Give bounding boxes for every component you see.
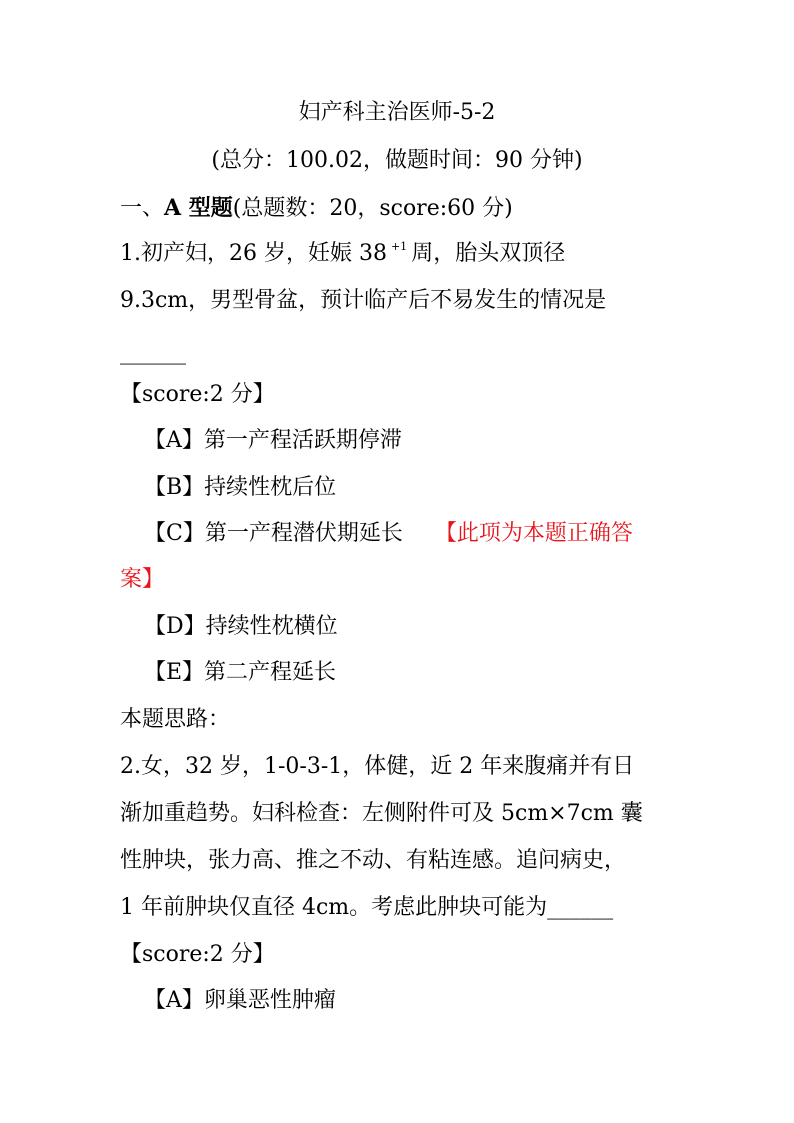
question-1-superscript: +1 xyxy=(390,240,408,253)
question-1-option-b: 【B】持续性枕后位 xyxy=(144,475,337,500)
question-2-stem-line-1: 2.女，32 岁，1-0-3-1，体健，近 2 年来腹痛并有日 xyxy=(120,754,635,779)
question-1-option-c xyxy=(144,519,633,549)
section-meta: (总题数：20，score:60 分) xyxy=(232,196,513,221)
page-title: 妇产科主治医师-5-2 xyxy=(298,100,496,125)
question-1-option-e: 【E】第二产程延长 xyxy=(144,660,337,685)
correct-answer-mark-continued: 案】 xyxy=(120,567,165,592)
section-prefix: 一、 xyxy=(120,196,165,221)
question-1-score: 【score:2 分】 xyxy=(120,382,275,407)
question-1-option-a: 【A】第一产程活跃期停滞 xyxy=(144,428,402,453)
question-2-stem-line-2: 渐加重趋势。妇科检查：左侧附件可及 5cm×7cm 囊 xyxy=(120,801,643,826)
question-1-option-d: 【D】持续性枕横位 xyxy=(144,614,338,639)
question-1-stem-text-b: 周，胎头双顶径 xyxy=(411,241,566,266)
question-1-option-c-text: 【C】第一产程潜伏期延长 xyxy=(144,521,403,546)
question-1-stem-text-a: 1.初产妇，26 岁，妊娠 38 xyxy=(120,241,387,266)
page-subtitle: (总分：100.02，做题时间：90 分钟) xyxy=(211,148,583,173)
section-heading xyxy=(120,193,513,223)
question-1-stem-line-2: 9.3cm，男型骨盆，预计临产后不易发生的情况是 xyxy=(120,288,607,313)
question-2-score: 【score:2 分】 xyxy=(120,942,275,967)
question-2-option-a: 【A】卵巢恶性肿瘤 xyxy=(144,988,336,1013)
question-1-stem-line-1 xyxy=(120,239,565,269)
correct-answer-mark: 【此项为本题正确答 xyxy=(434,521,633,546)
question-1-blank: ______ xyxy=(120,340,186,365)
section-name: A 型题 xyxy=(164,195,233,221)
question-2-stem-line-3: 性肿块，张力高、推之不动、有粘连感。追问病史， xyxy=(120,848,627,873)
question-2-stem-line-4: 1 年前肿块仅直径 4cm。考虑此肿块可能为______ xyxy=(120,895,614,920)
question-1-explanation-label: 本题思路： xyxy=(120,707,231,732)
